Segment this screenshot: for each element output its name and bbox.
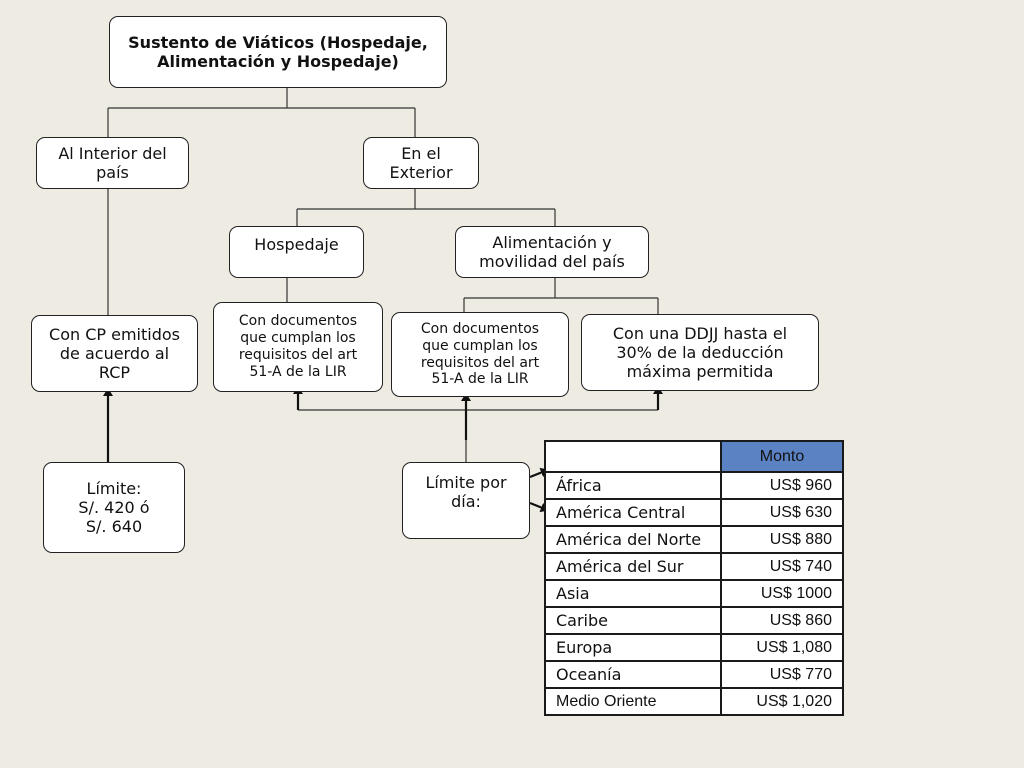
region-cell: Europa xyxy=(545,634,721,661)
docs-2-node xyxy=(391,312,569,397)
docs-2-label: Con documentos que cumplan los requisitos del art 51-A de la LIR xyxy=(420,320,540,388)
table-header-monto: Monto xyxy=(721,441,843,472)
limite-dia-label: Límite por día: xyxy=(425,473,507,512)
region-cell: América del Sur xyxy=(545,553,721,580)
limite-pais-line2: S/. 420 ó xyxy=(78,497,150,517)
hospedaje-label: Hospedaje xyxy=(254,235,339,254)
limite-pais-node xyxy=(43,462,185,553)
table-header-row xyxy=(545,441,843,472)
alimentacion-label: Alimentación y movilidad del país xyxy=(479,232,625,271)
value-cell: US$ 860 xyxy=(721,607,843,634)
interior-label: Al Interior del país xyxy=(58,143,167,182)
docs-1-label: Con documentos que cumplan los requisitos del art 51-A de la LIR xyxy=(238,313,358,380)
table-header-empty xyxy=(545,441,721,472)
rates-table xyxy=(544,440,844,716)
value-cell: US$ 770 xyxy=(721,661,843,688)
table-row xyxy=(545,499,843,526)
table-row xyxy=(545,688,843,715)
limite-pais-line3: S/. 640 xyxy=(85,517,143,537)
exterior-node xyxy=(363,137,479,189)
value-cell: US$ 630 xyxy=(721,499,843,526)
table-row xyxy=(545,526,843,553)
alimentacion-node xyxy=(455,226,649,278)
root-title: Sustento de Viáticos (Hospedaje, Alimentación y Hospedaje) xyxy=(128,32,428,71)
region-cell: Medio Oriente xyxy=(545,688,721,715)
value-cell: US$ 960 xyxy=(721,472,843,499)
table-row xyxy=(545,553,843,580)
limite-dia-node xyxy=(402,462,530,539)
ddjj-label: Con una DDJJ hasta el 30% de la deducción máxima permitida xyxy=(612,323,788,382)
interior-node xyxy=(36,137,189,189)
value-cell: US$ 1,020 xyxy=(721,688,843,715)
ddjj-node xyxy=(581,314,819,391)
con-cp-label: Con CP emitidos de acuerdo al RCP xyxy=(49,324,180,383)
hospedaje-node xyxy=(229,226,364,278)
value-cell: US$ 880 xyxy=(721,526,843,553)
root-node xyxy=(109,16,447,88)
exterior-label: En el Exterior xyxy=(389,143,453,182)
table-row xyxy=(545,607,843,634)
value-cell: US$ 1000 xyxy=(721,580,843,607)
table-row xyxy=(545,661,843,688)
region-cell: Caribe xyxy=(545,607,721,634)
region-cell: Oceanía xyxy=(545,661,721,688)
region-cell: África xyxy=(545,472,721,499)
value-cell: US$ 1,080 xyxy=(721,634,843,661)
docs-1-node xyxy=(213,302,383,392)
table-row xyxy=(545,634,843,661)
table-row xyxy=(545,580,843,607)
value-cell: US$ 740 xyxy=(721,553,843,580)
limite-pais-line1: Límite: xyxy=(86,478,142,498)
region-cell: Asia xyxy=(545,580,721,607)
region-cell: América Central xyxy=(545,499,721,526)
table-row xyxy=(545,472,843,499)
region-cell: América del Norte xyxy=(545,526,721,553)
con-cp-node xyxy=(31,315,198,392)
